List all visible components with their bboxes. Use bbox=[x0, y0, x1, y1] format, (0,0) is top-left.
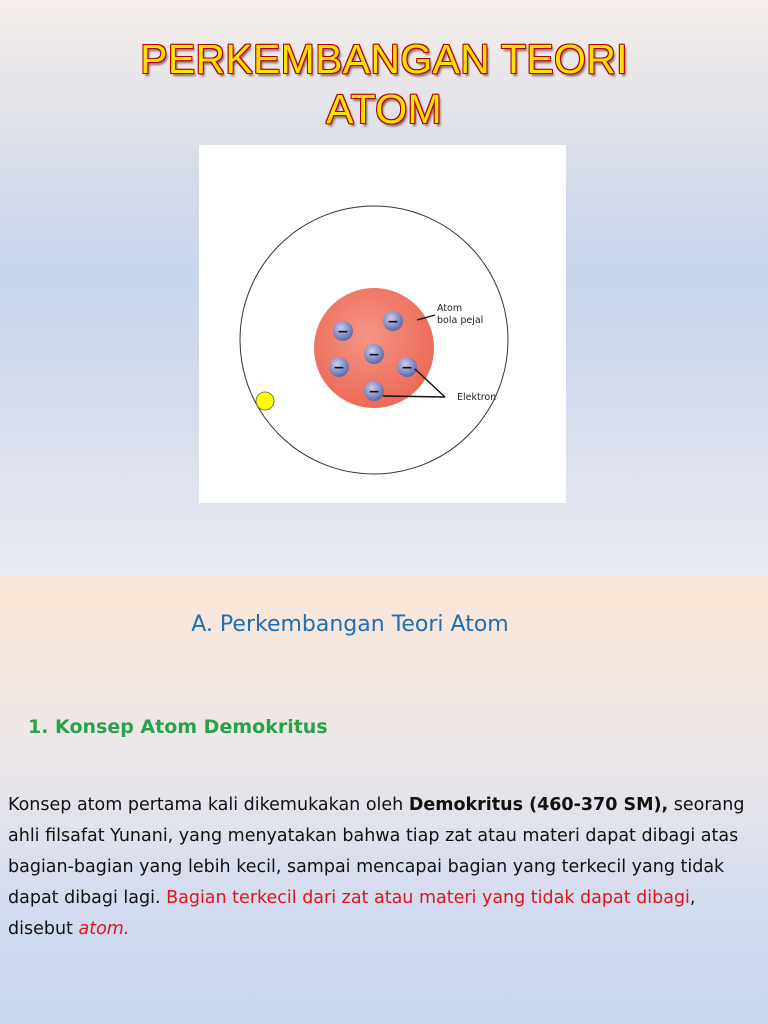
electron-pointer-line-2 bbox=[383, 396, 445, 397]
electron-sign: − bbox=[387, 314, 399, 330]
electron-5 bbox=[397, 357, 417, 377]
section-heading: A. Perkembangan Teori Atom bbox=[191, 612, 509, 637]
paragraph-text: seorang ahli filsafat Yunani, yang menyatakan bahwa tiap zat atau materi dapat dibagi atas bagian-bagian yang lebih kecil, sampai mencapai bagian yang terkecil yang tidak dapat dibagi lagi. bbox=[8, 795, 745, 908]
electron-3 bbox=[364, 344, 384, 364]
electron-sign: − bbox=[333, 360, 345, 376]
electron-sign: − bbox=[368, 347, 380, 363]
electron-sign: − bbox=[337, 324, 349, 340]
electron-sign: − bbox=[401, 360, 413, 376]
electron-4 bbox=[329, 357, 349, 377]
electron-2 bbox=[383, 311, 403, 331]
atom-model-figure bbox=[199, 145, 566, 503]
label-atom: Atom bbox=[437, 303, 463, 314]
paragraph-bold-text: Demokritus (460-370 SM), bbox=[408, 795, 669, 815]
paragraph-text: Konsep atom pertama kali dikemukakan oleh bbox=[8, 795, 409, 815]
paragraph-highlight-text: Bagian terkecil dari zat atau materi yang tidak dapat dibagi bbox=[166, 888, 690, 908]
body-paragraph bbox=[8, 790, 764, 945]
title-line-1: PERKEMBANGAN TEORI bbox=[140, 36, 628, 82]
electron-6 bbox=[364, 381, 384, 401]
label-bola-pejal: bola pejal bbox=[437, 315, 484, 326]
label-elektron: Elektron bbox=[457, 392, 497, 403]
electron-sign: − bbox=[368, 384, 380, 400]
paragraph-term-atom: atom. bbox=[78, 919, 130, 939]
title-line-2: ATOM bbox=[326, 86, 442, 132]
slide-title bbox=[0, 34, 768, 134]
subsection-heading: 1. Konsep Atom Demokritus bbox=[28, 716, 328, 738]
orbit-marker bbox=[256, 392, 274, 410]
paragraph-text: , disebut bbox=[8, 888, 696, 939]
atom-model-diagram bbox=[199, 145, 566, 503]
electron-1 bbox=[333, 321, 353, 341]
